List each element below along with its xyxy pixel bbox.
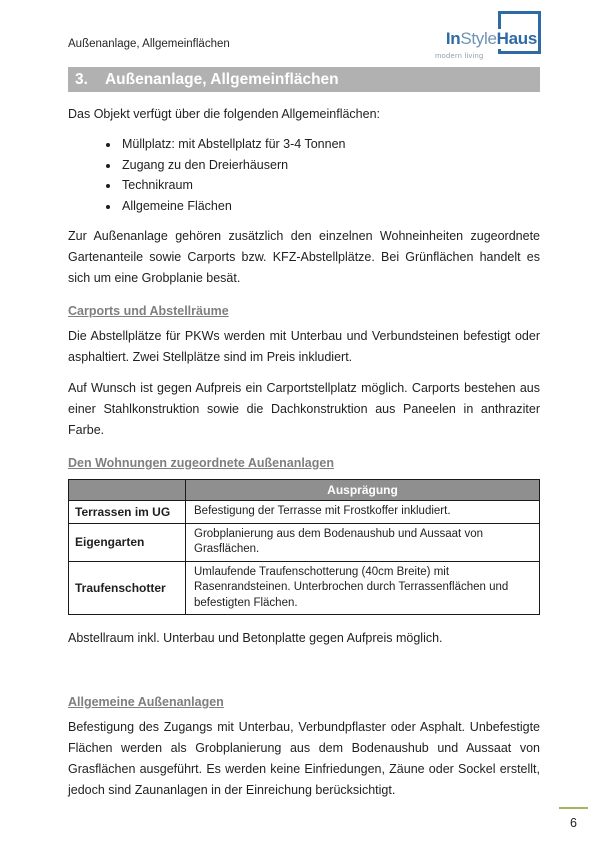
allgemeinflaechen-list xyxy=(68,134,540,216)
page-content xyxy=(68,0,540,801)
list-item: • Zugang zu den Dreierhäusern xyxy=(120,155,540,176)
empty-header-cell xyxy=(69,480,186,501)
list-item: • Allgemeine Flächen xyxy=(120,196,540,217)
section-number: 3. xyxy=(75,71,88,88)
row-label: Terrassen im UG xyxy=(69,501,186,524)
row-label: Traufenschotter xyxy=(69,561,186,615)
table-row xyxy=(69,523,540,561)
logo-tagline: modern living xyxy=(435,51,484,60)
intro-paragraph: Zur Außenanlage gehören zusätzlich den einzelnen Wohneinheiten zugeordnete Gartenanteile sowie Carports bzw. KFZ-Abstellplätze. Bei Grünflächen handelt es sich um eine Grobplanie besät. xyxy=(68,229,540,285)
list-item: • Technikraum xyxy=(120,175,540,196)
carports-paragraph-2: Auf Wunsch ist gegen Aufpreis ein Carportstellplatz möglich. Carports bestehen aus einer Stahlkonstruktion sowie die Dachkonstruktion aus Paneelen in anthraziter Farbe. xyxy=(68,381,540,437)
list-item: • Müllplatz: mit Abstellplatz für 3-4 Tonnen xyxy=(120,134,540,155)
footer-accent-line xyxy=(559,807,588,809)
row-value: Grobplanierung aus dem Bodenaushub und Aussaat von Grasflächen. xyxy=(186,523,540,561)
intro-lead: Das Objekt verfügt über die folgenden Allgemeinflächen: xyxy=(68,107,380,121)
heading-allgemeine: Allgemeine Außenanlagen xyxy=(68,695,224,709)
value-column-header: Ausprägung xyxy=(186,480,540,501)
row-value: Befestigung der Terrasse mit Frostkoffer inkludiert. xyxy=(186,501,540,524)
logo-part-in: In xyxy=(445,29,461,48)
heading-wohnungen: Den Wohnungen zugeordnete Außenanlagen xyxy=(68,456,334,470)
heading-carports: Carports und Abstellräume xyxy=(68,304,229,318)
table-header-row xyxy=(69,480,540,501)
section-title: Außenanlage, Allgemeinflächen xyxy=(104,71,339,88)
logo-part-haus: Haus xyxy=(496,29,537,48)
logo-part-style: Style xyxy=(460,29,497,48)
carports-paragraph-1: Die Abstellplätze für PKWs werden mit Unterbau und Verbundsteinen befestigt oder asphaltiert. Zwei Stellplätze sind im Preis inkludiert. xyxy=(68,329,540,364)
row-label: Eigengarten xyxy=(69,523,186,561)
table-row xyxy=(69,501,540,524)
abstellraum-note: Abstellraum inkl. Unterbau und Betonplatte gegen Aufpreis möglich. xyxy=(68,631,443,645)
running-header: Außenanlage, Allgemeinflächen xyxy=(68,38,230,50)
table-row xyxy=(69,561,540,615)
aussenanlagen-table xyxy=(68,479,540,615)
allgemeine-paragraph: Befestigung des Zugangs mit Unterbau, Verbundpflaster oder Asphalt. Unbefestigte Flächen werden als Grobplanierung aus dem Bodenaushub und Aussaat von Grasflächen ausgeführt. Es werden keine Einfriedungen, Zäune oder Sockel erstellt, jedoch sind Zaunanlagen in der Einreichung berücksichtigt. xyxy=(68,720,540,797)
page-number: 6 xyxy=(570,816,577,830)
section-title-bar xyxy=(68,67,540,92)
row-value: Umlaufende Traufenschotterung (40cm Breite) mit Rasenrandsteinen. Unterbrochen durch Terrassenflächen und befestigten Flächen. xyxy=(186,561,540,615)
